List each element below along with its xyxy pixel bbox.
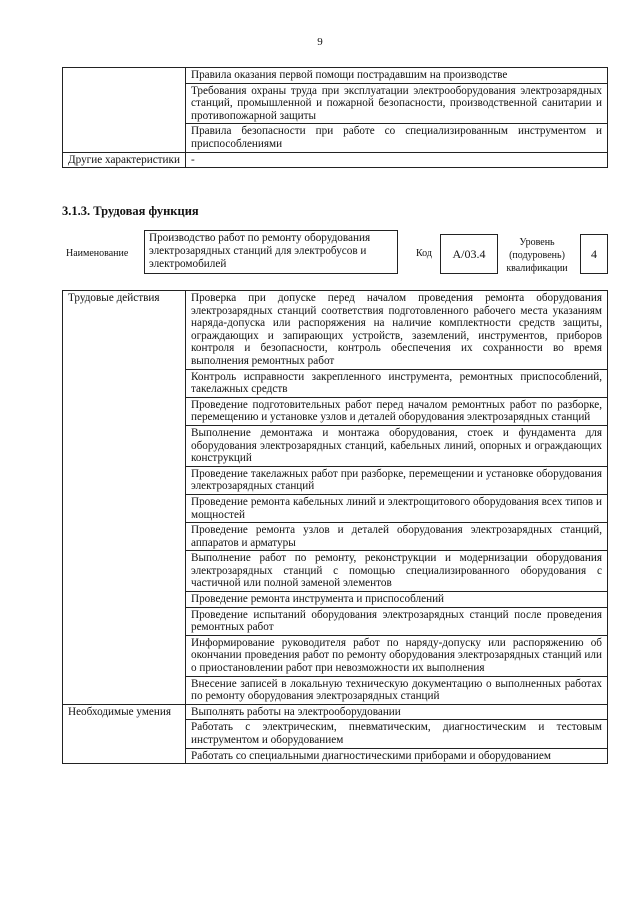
labor-function-table	[62, 290, 608, 764]
code-label: Код	[416, 248, 432, 259]
labor-action-item: Проведение ремонта узлов и деталей оборудования электрозарядных станций, аппаратов и арматуры	[186, 523, 608, 551]
labor-action-item: Проведение ремонта кабельных линий и электрощитового оборудования всех типов и мощностей	[186, 494, 608, 522]
row-text: -	[186, 152, 608, 168]
skill-item: Работать с электрическим, пневматическим, диагностическим и тестовым инструментом и оборудованием	[186, 720, 608, 748]
table-row	[63, 152, 608, 168]
code-value-box: A/03.4	[440, 234, 498, 274]
row-label: Трудовые действия	[63, 291, 186, 705]
labor-action-item: Информирование руководителя работ по наряду-допуску или распоряжению об окончании проведения работ по ремонту оборудования электрозарядных станций или о приостановлении работ при невозможности их выполнения	[186, 635, 608, 676]
labor-action-item: Проведение подготовительных работ перед началом ремонтных работ по разборке, перемещению и установке узлов и деталей оборудования электрозарядных станций	[186, 397, 608, 425]
labor-action-item: Проведение испытаний оборудования электрозарядных станций после проведения ремонтных работ	[186, 607, 608, 635]
labor-action-item: Контроль исправности закрепленного инструмента, ремонтных приспособлений, такелажных средств	[186, 369, 608, 397]
skill-item: Выполнять работы на электрооборудовании	[186, 704, 608, 720]
section-heading: 3.1.3. Трудовая функция	[62, 204, 199, 218]
level-label: Уровень (подуровень) квалификации	[506, 237, 568, 274]
function-name-box: Производство работ по ремонту оборудования электрозарядных станций для электробусов и электромобилей	[144, 230, 398, 274]
skill-item: Работать со специальными диагностическими приборами и оборудованием	[186, 748, 608, 764]
labor-action-item: Выполнение демонтажа и монтажа оборудования, стоек и фундамента для оборудования электрозарядных станций, кабельных линий, опорных и ограждающих конструкций	[186, 425, 608, 466]
labor-action-item: Проверка при допуске перед началом проведения ремонта оборудования электрозарядных станций соответствия подготовленного рабочего места указаниям наряда-допуска или распоряжения на наличие комплектности средств защиты, ограждающих и запирающих устройств, заземлений, инструментов, приборов контроля и безопасности, контроль обеспечения их сохранности во время выполнения ремонтных работ	[186, 291, 608, 370]
labor-action-item: Проведение такелажных работ при разборке, перемещении и установке оборудования электрозарядных станций	[186, 466, 608, 494]
name-label: Наименование	[66, 248, 129, 259]
row-label	[63, 68, 186, 153]
table-row	[63, 704, 608, 720]
table-row	[63, 291, 608, 370]
row-text: Требования охраны труда при эксплуатации электрооборудования электрозарядных станций, промышленной и пожарной безопасности, производственной санитарии и противопожарной защиты	[186, 83, 608, 124]
previous-function-table	[62, 67, 608, 168]
row-text: Правила оказания первой помощи пострадавшим на производстве	[186, 68, 608, 84]
row-text: Правила безопасности при работе со специализированным инструментом и приспособлениями	[186, 124, 608, 152]
labor-action-item: Внесение записей в локальную техническую документацию о выполненных работах по ремонту оборудования электрозарядных станций	[186, 676, 608, 704]
labor-action-item: Выполнение работ по ремонту, реконструкции и модернизации оборудования электрозарядных станций с помощью специализированного оборудования с частичной или полной заменой элементов	[186, 551, 608, 592]
labor-action-item: Проведение ремонта инструмента и приспособлений	[186, 592, 608, 608]
row-label: Другие характеристики	[63, 152, 186, 168]
row-label: Необходимые умения	[63, 704, 186, 763]
page-number: 9	[317, 36, 323, 48]
level-value-box: 4	[580, 234, 608, 274]
table-row	[63, 68, 608, 84]
